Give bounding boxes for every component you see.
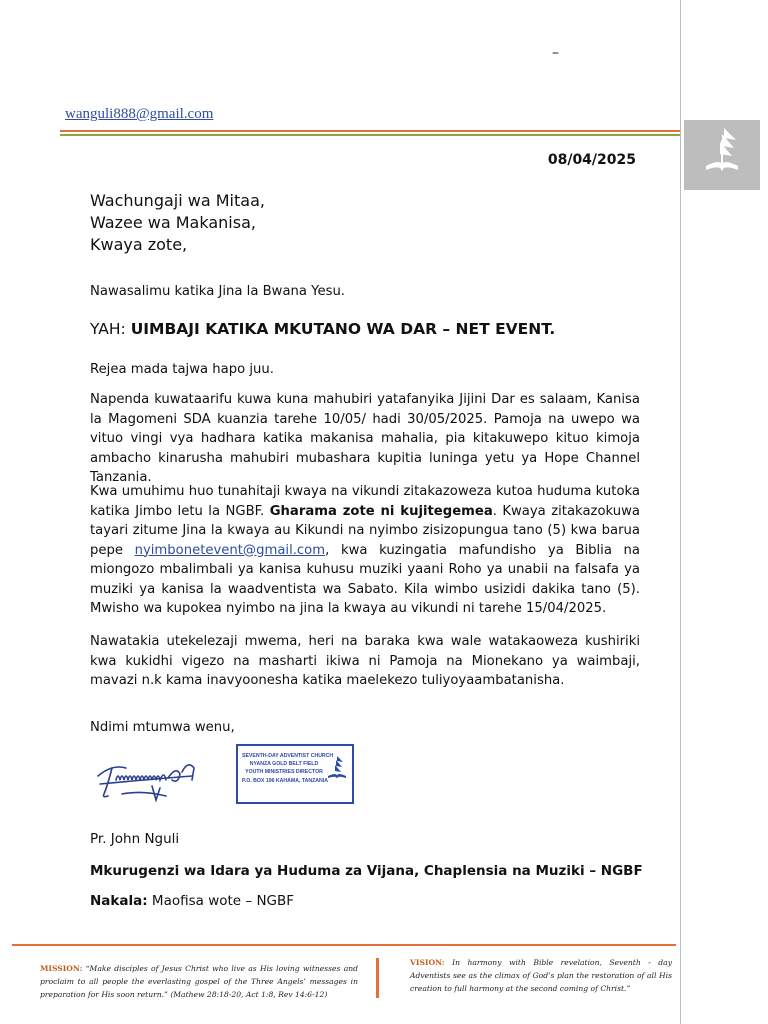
paragraph-2-part-a: Kwa umuhimu huo tunahitaji kwaya na vikundi zitakazoweza kutoa huduma kutoka katika Jimbo letu la NGBF. [90,484,640,519]
subject-line [90,318,640,340]
header-dash: – [552,45,559,61]
sda-logo-box [684,120,760,190]
sender-name: Pr. John Nguli [90,831,180,847]
stamp-line: NYANZA GOLD BELT FIELD [249,761,319,768]
sda-logo-icon [684,120,760,190]
paragraph-2-part-b: . Kwaya zitakazokuwa tayari zitume Jina la kwaya au Kikundi na nyimbo zisizopungua tano (5) kwa barua pepe [90,503,640,558]
address-line: Kwaya zote, [90,235,188,254]
closing-line: Ndimi mtumwa wenu, [90,720,235,735]
sender-email-link[interactable]: wanguli888@gmail.com [65,106,214,122]
mission-statement [40,962,358,1001]
paragraph-2-part-c: , kwa kuzingatia mafundisho ya Biblia na miongozo mbalimbali ya kanisa kuhusu muziki yaani Roho ya unabii na falsafa ya muziki ya kanisa la waadventista wa Sabato. Kila wimbo usizidi dakika tano (5). Mwisho wa kupokea nyimbo na jina la kwaya au vikundi ni tarehe 15/04/2025. [90,542,640,616]
stamp-sda-logo-icon [325,754,349,782]
vision-label: VISION: [410,958,445,967]
header-rule-green [60,134,680,136]
right-margin-rule [680,0,681,1024]
greeting: Nawasalimu katika Jina la Bwana Yesu. [90,284,345,299]
reference-line: Rejea mada tajwa hapo juu. [90,362,274,377]
submission-email-link[interactable]: nyimbonetevent@gmail.com [134,542,326,558]
subject-title: UIMBAJI KATIKA MKUTANO WA DAR – NET EVENT. [130,320,556,338]
subject-prefix: YAH: [90,320,131,338]
letter-date: 08/04/2025 [547,152,636,168]
paragraph-3: Nawatakia utekelezaji mwema, heri na baraka kwa wale watakaoweza kushiriki kwa kukidhi vigezo na masharti ikiwa ni Pamoja na Mionekano ya waimbaji, mavazi n.k kama inavyoonesha katika maelekezo tuliyoyaambatanisha. [90,634,640,688]
recipient-address [90,190,265,256]
stamp-text [242,752,334,785]
paragraph-1: Napenda kuwataarifu kuwa kuna mahubiri yatafanyika Jijini Dar es salaam, Kanisa la Magomeni SDA kuanzia tarehe 10/05/ hadi 30/05/2025. Pamoja na uwepo wa vituo vingi vya hadhara katika makanisa mahalia, pia kitakuwepo kituo kimoja ambacho kinarusha mahubiri mubashara kupitia luninga yetu ya Hope Channel Tanzania. [90,392,640,485]
address-line: Wachungaji wa Mitaa, [90,191,265,210]
official-stamp [236,744,354,804]
handwritten-signature [92,750,212,806]
sender-position: Mkurugenzi wa Idara ya Huduma za Vijana, Chaplensia na Muziki – NGBF [90,863,643,879]
copy-to-text: Maofisa wote – NGBF [147,893,295,909]
copy-to-label: Nakala: [90,893,148,909]
footer-rule [12,944,676,946]
paragraph-2-bold: Gharama zote ni kujitegemea [269,503,493,519]
header-rule-orange [60,130,680,132]
mission-label: MISSION: [40,964,83,973]
stamp-line: SEVENTH-DAY ADVENTIST CHURCH [242,753,334,759]
stamp-line: YOUTH MINISTRIES DIRECTOR [245,769,323,776]
mission-text: “Make disciples of Jesus Christ who live as His loving witnesses and proclaim to all people the everlasting gospel of the Three Angels’ messages in preparation for His soon return.” (Mathew 28:18-20, Act 1:8, Rev 14:6-12) [40,964,358,999]
footer-divider [376,958,379,998]
copy-to-line [90,892,640,912]
stamp-line: P.O. BOX 196 KAHAMA, TANZANIA [242,777,328,784]
paragraph-2 [90,482,640,619]
vision-text: In harmony with Bible revelation, Seventh - day Adventists see as the climax of God’s plan the restoration of all His creation to full harmony at the second coming of Christ.” [410,958,672,993]
vision-statement [410,956,672,995]
address-line: Wazee wa Makanisa, [90,213,256,232]
